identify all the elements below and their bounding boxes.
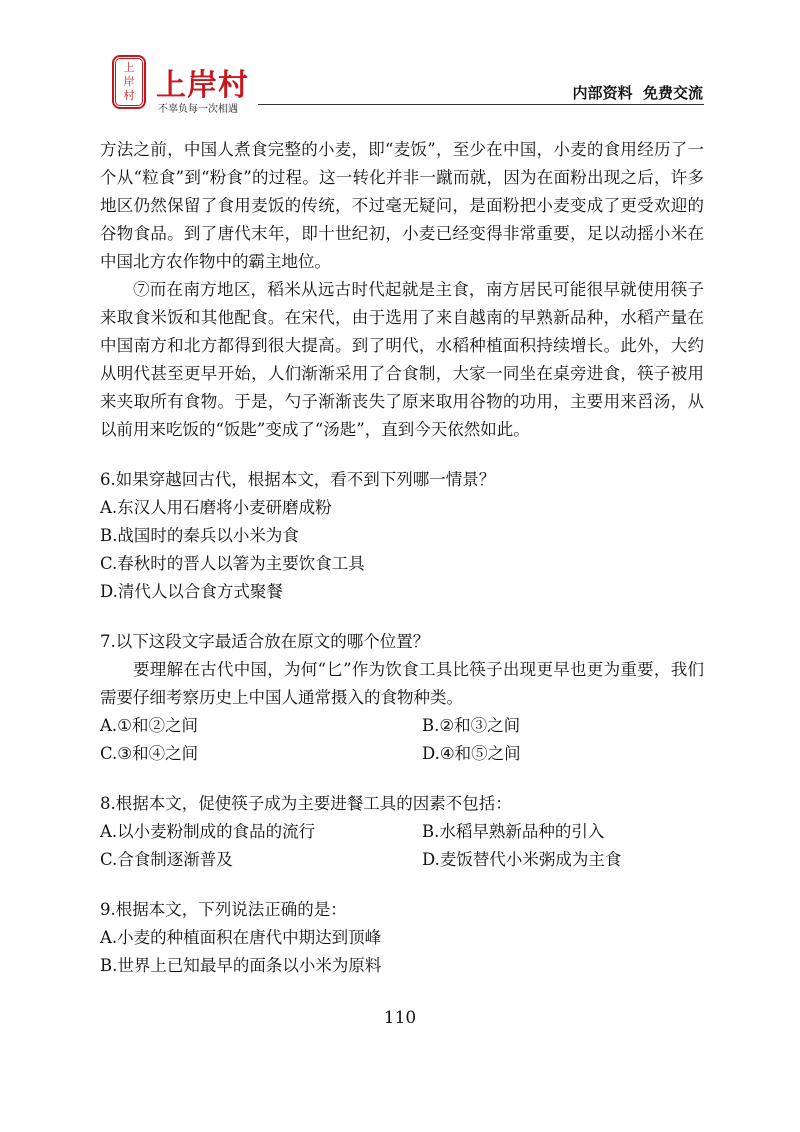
question-title: 6.如果穿越回古代，根据本文，看不到下列哪一情景？ [100, 470, 496, 489]
brand-slogan: 不辜负每一次相遇 [158, 104, 238, 115]
page-number: 110 [383, 1008, 417, 1028]
question-option: B.世界上已知最早的面条以小米为原料 [100, 956, 382, 975]
brand-seal-logo [112, 55, 146, 109]
question-8 [100, 790, 704, 874]
seal-char: 村 [123, 89, 135, 102]
brand-name: 上岸村 [156, 68, 249, 103]
header-label: 内部资料 免费交流 [572, 84, 703, 102]
seal-char: 上 [123, 61, 135, 74]
passage-paragraph: 方法之前，中国人煮食完整的小麦，即“麦饭”，至少在中国，小麦的食用经历了一个从“粒食”到“粉食”的过程。这一转化并非一蹴而就，因为在面粉出现之后，许多地区仍然保留了食用麦饭的传统，不过毫无疑问，是面粉把小麦变成了更受欢迎的谷物食品。到了唐代末年，即十世纪初，小麦已经变得非常重要，足以动摇小米在中国北方农作物中的霸主地位。 [100, 140, 704, 271]
question-option: A.①和②之间 [100, 716, 198, 735]
question-option: B.战国时的秦兵以小米为食 [100, 526, 299, 545]
header-divider [258, 104, 704, 105]
question-9 [100, 896, 704, 980]
question-title: 9.根据本文，下列说法正确的是： [100, 900, 347, 919]
question-option: C.合食制逐渐普及 [100, 850, 233, 869]
question-option: D.麦饭替代小米粥成为主食 [422, 850, 622, 869]
page-header [0, 0, 800, 120]
page-content [100, 136, 704, 980]
question-option: A.小麦的种植面积在唐代中期达到顶峰 [100, 928, 382, 947]
question-option: D.④和⑤之间 [422, 744, 521, 763]
question-title: 8.根据本文，促使筷子成为主要进餐工具的因素不包括： [100, 794, 512, 813]
seal-char: 岸 [123, 75, 135, 88]
passage-paragraph: ⑦而在南方地区，稻米从远古时代起就是主食，南方居民可能很早就使用筷子来取食米饭和其他配食。在宋代，由于选用了来自越南的早熟新品种，水稻产量在中国南方和北方都得到很大提高。到了明代，水稻种植面积持续增长。此外，大约从明代甚至更早开始，人们渐渐采用了合食制，大家一同坐在桌旁进食，筷子被用来夹取所有食物。于是，勺子渐渐丧失了原来取用谷物的功用，主要用来舀汤，从以前用来吃饭的“饭匙”变成了“汤匙”，直到今天依然如此。 [100, 280, 704, 439]
question-7 [100, 628, 704, 768]
question-option: D.清代人以合食方式聚餐 [100, 582, 283, 601]
question-option: A.以小麦粉制成的食品的流行 [100, 822, 316, 841]
question-option: B.水稻早熟新品种的引入 [422, 822, 605, 841]
question-excerpt: 要理解在古代中国，为何“匕”作为饮食工具比筷子出现更早也更为重要，我们需要仔细考察历史上中国人通常摄入的食物种类。 [100, 660, 704, 707]
question-option: A.东汉人用石磨将小麦研磨成粉 [100, 498, 332, 517]
question-6 [100, 466, 704, 606]
question-option: C.③和④之间 [100, 744, 199, 763]
question-title: 7.以下这段文字最适合放在原文的哪个位置？ [100, 632, 430, 651]
question-option: C.春秋时的晋人以箸为主要饮食工具 [100, 554, 365, 573]
question-option: B.②和③之间 [422, 716, 521, 735]
